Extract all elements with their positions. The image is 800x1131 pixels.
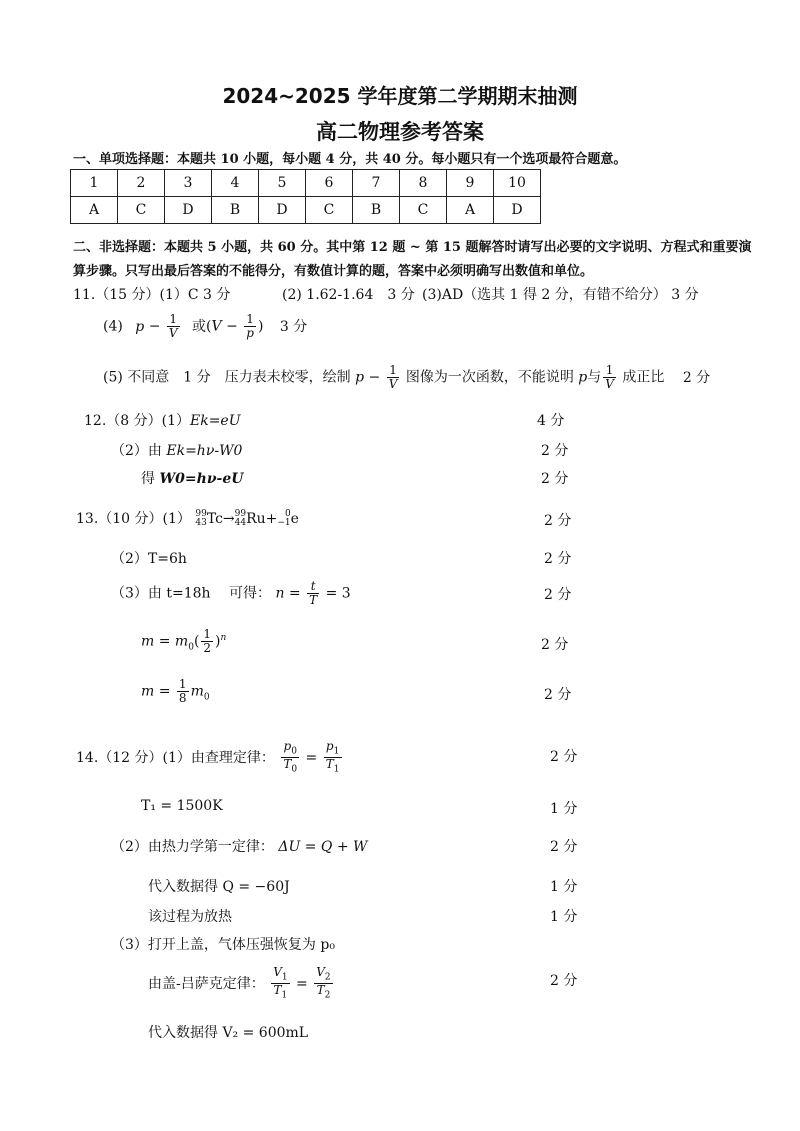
q13-part4-points: 2 分 [541,637,569,653]
table-cell: 9 [447,170,494,197]
table-cell: 5 [259,170,306,197]
part1-heading: 一、单项选择题：本题共 10 小题，每小题 4 分，共 40 分。每小题只有一个选项最符合题意。 [73,152,627,167]
q13-part2-points: 2 分 [544,551,572,567]
q11-part4-num: (4) [103,318,123,335]
q12-eq1: Ek=eU [190,413,241,429]
q11-part5-points: 2 分 [682,369,711,386]
q11-part2: (2) 1.62-1.64 3 分 [282,287,415,303]
table-cell: C [118,197,165,224]
q11-part5: (5) 不同意 1 分 压力表未校零，绘制 p − $\frac{1}{V}$ 图像为一次函数，不能说明 p与 $\frac{1}{V}$ 成正比 2 分 [103,363,711,392]
q14-part7-prefix: 由盖-吕萨克定律： [148,975,265,992]
q14-part4-points: 1 分 [550,879,578,895]
q12-part2-prefix: （2）由 [111,443,162,459]
q14-part4: 代入数据得 Q = −60J [148,879,290,895]
q12-part2-points: 2 分 [541,443,569,459]
table-cell: A [71,197,118,224]
q13-part3-prefix: （3）由 t=18h 可得： [111,585,271,602]
q11-part3: (3)AD（选其 1 得 2 分，有错不给分） 3 分 [422,287,699,303]
q11-part4-points: 3 分 [279,318,308,335]
q11-part5-text2: 图像为一次函数，不能说明 [405,369,574,386]
q13-label: 13.（10 分）(1） [76,511,191,527]
table-cell: 4 [212,170,259,197]
part2-heading-line2: 算步骤。只写出最后答案的不能得分，有数值计算的题，答案中必须明确写出数值和单位。 [73,264,594,279]
table-cell: B [353,197,400,224]
q14-part3 [111,836,367,856]
table-cell: 3 [165,170,212,197]
q14-part6: （3）打开上盖，气体压强恢复为 p₀ [111,937,335,953]
q12-part3-prefix: 得 [141,471,155,487]
table-cell: B [212,197,259,224]
table-cell: D [165,197,212,224]
table-cell: C [306,197,353,224]
q14-part1: 14.（12 分）(1）由查理定律： $\frac{p_0}{T_0}$ = $\frac{p_1}{T_1}$ [76,739,340,775]
q12-eq3: W0=hν-eU [159,471,244,487]
q14-part5: 该过程为放热 [148,909,232,925]
q13-part1-points: 2 分 [544,513,572,529]
q12-part3-points: 2 分 [541,471,569,487]
answer-table [70,169,541,224]
q11-part1: 11.（15 分）(1）C 3 分 [73,287,231,303]
q14-part5-points: 1 分 [550,909,578,925]
q14-part2: T₁ = 1500K [141,798,223,814]
q14-part3-points: 2 分 [550,839,578,855]
q14-part3-prefix: （2）由热力学第一定律： [111,839,274,855]
q11-part4-or: 或 [192,318,207,335]
q13-part5-points: 2 分 [544,687,572,703]
q14-part7: 由盖-吕萨克定律： $\frac{V_1}{T_1}$ = $\frac{V_2}{T_2}$ [148,965,331,1001]
q12-part1 [84,410,241,430]
table-cell: 7 [353,170,400,197]
q14-part1-points: 2 分 [550,749,578,765]
table-cell: D [494,197,541,224]
answer-table-row-numbers [71,170,541,197]
q12-eq2: Ek=hν-W0 [166,443,243,459]
q14-part2-points: 1 分 [550,801,578,817]
q14-eq3: ΔU = Q + W [278,839,368,855]
table-cell: A [447,197,494,224]
part2-heading-line1: 二、非选择题：本题共 5 小题，共 60 分。其中第 12 题 ~ 第 15 题解答时请写出必要的文字说明、方程式和重要演 [73,240,752,255]
q12-part1-points: 4 分 [537,413,565,429]
table-cell: C [400,197,447,224]
q13-part2: （2）T=6h [111,551,187,567]
q13-part4: $m = m_0$( $\frac{1}{2}$ )$^n$ [141,627,227,656]
q14-label: 14.（12 分）(1）由查理定律： [76,749,275,766]
page-title: 2024~2025 学年度第二学期期末抽测 [222,84,578,108]
q13-part5: m = $\frac{1}{8}$ $m_0$ [141,677,210,706]
q14-part7-points: 2 分 [550,973,578,989]
table-cell: 6 [306,170,353,197]
table-cell: 10 [494,170,541,197]
page-subtitle: 高二物理参考答案 [316,120,484,144]
answer-table-row-answers [71,197,541,224]
table-cell: 1 [71,170,118,197]
q13-part1: 13.（10 分）(1） 99 43Tc→99 44Ru+ 0 −1e [76,509,299,528]
q14-part8: 代入数据得 V₂ = 600mL [148,1025,309,1041]
q11-part5-text1: (5) 不同意 1 分 压力表未校零，绘制 [103,369,351,386]
table-cell: 2 [118,170,165,197]
q13-part3: （3）由 t=18h 可得： n = $\frac{t}{T}$ = 3 [111,579,351,608]
q12-label: 12.（8 分）(1） [84,413,190,429]
q13-part3-points: 2 分 [544,587,572,603]
table-cell: 8 [400,170,447,197]
q11-part5-text3: 成正比 [622,369,665,386]
q12-part2 [111,440,242,460]
q11-part4: (4) p − $\frac{1}{V}$ 或(V − $\frac{1}{p}$ ) 3 分 [103,312,308,341]
table-cell: D [259,197,306,224]
q12-part3 [141,468,243,488]
